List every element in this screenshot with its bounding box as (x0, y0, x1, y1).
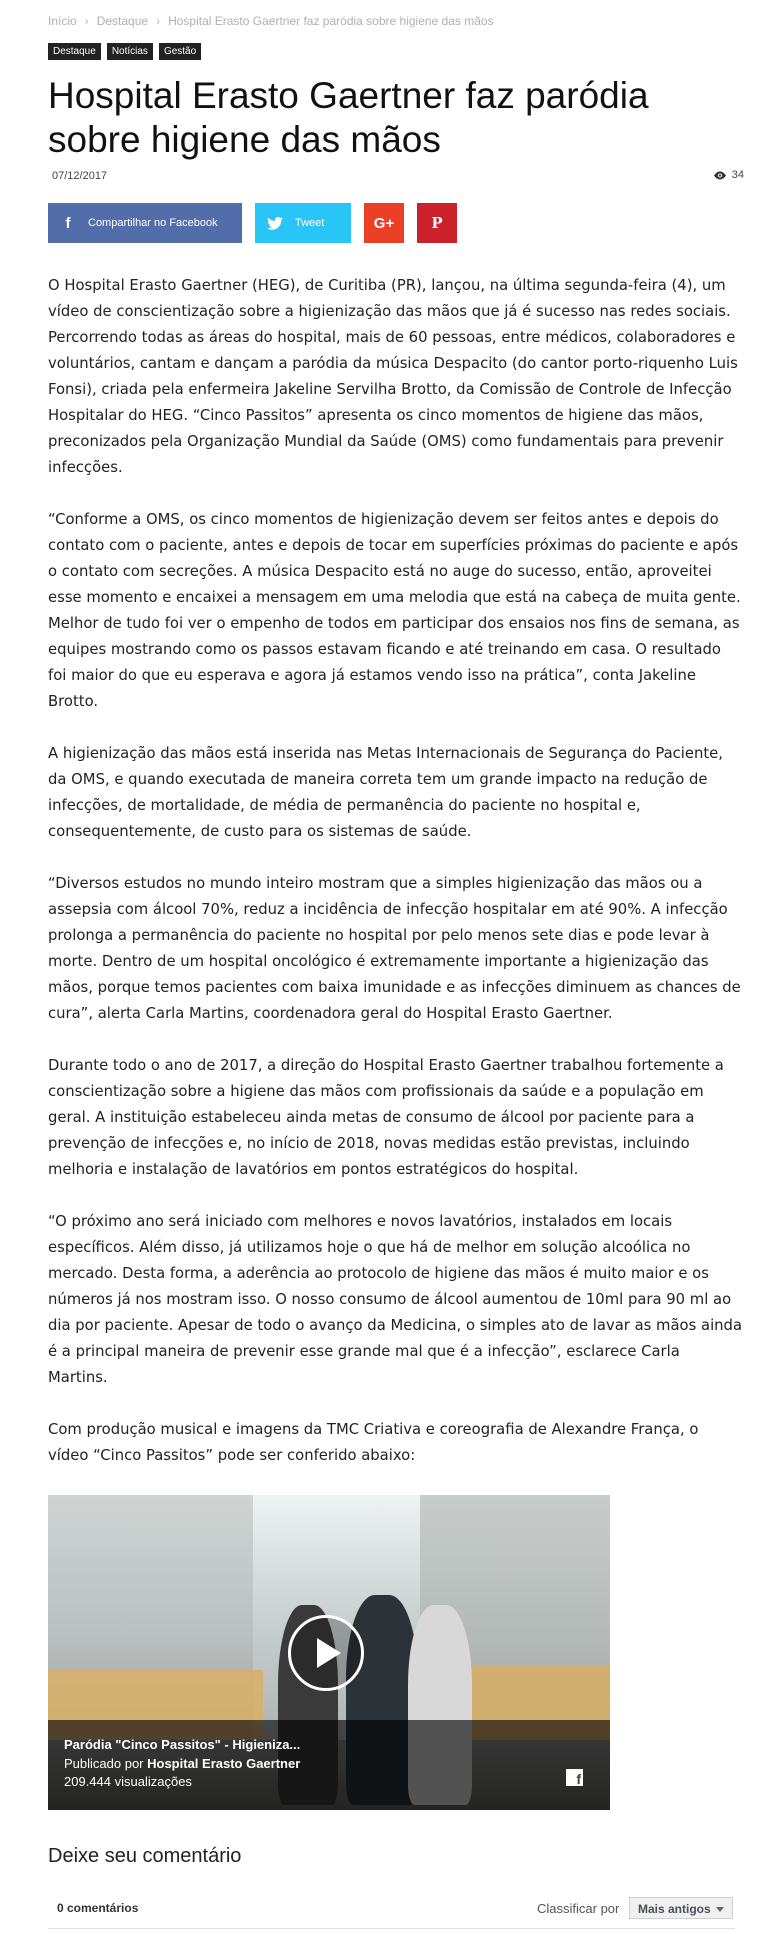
article-paragraph: O Hospital Erasto Gaertner (HEG), de Curitiba (PR), lançou, na última segunda-feira (4), um vídeo de conscientização sobre a higienização das mãos que já é sucesso nas redes sociais. Percorrendo todas as áreas do hospital, mais de 60 pessoas, entre médicos, colaboradores e voluntários, cantam e dançam a paródia da música Despacito (do cantor porto-riquenho Luis Fonsi), criada pela enfermeira Jakeline Servilha Brotto, da Comissão de Controle de Infecção Hospitalar do HEG. “Cinco Passitos” apresenta os cinco momentos de higiene das mãos, preconizados pela Organização Mundial da Saúde (OMS) como fundamentais para prevenir infecções. (48, 277, 738, 476)
chevron-down-icon (716, 1907, 724, 1912)
article-body (48, 273, 743, 1495)
video-info-bar (48, 1720, 610, 1810)
article-paragraph: Com produção musical e imagens da TMC Criativa e coreografia de Alexandre França, o vídeo “Cinco Passitos” pode ser conferido abaixo: (48, 1421, 699, 1464)
share-twitter-label: Tweet (295, 217, 325, 229)
comments-count: 0 comentários (57, 1901, 139, 1915)
article-paragraph: A higienização das mãos está inserida nas Metas Internacionais de Segurança do Paciente, da OMS, e quando executada de maneira correta tem um grande impacto na redução de infecções, de mortalidade, de média de permanência do paciente no hospital e, consequentemente, de custo para os sistemas de saúde. (48, 745, 723, 840)
pinterest-icon: P (431, 214, 443, 232)
article-paragraph: “Conforme a OMS, os cinco momentos de higienização devem ser feitos antes e depois do contato com o paciente, antes e depois de tocar em superfícies próximas do paciente e após o contato com secreções. A música Despacito está no auge do sucesso, então, aproveitei esse momento e encaixei a mensagem em uma melodia que está na cabeça de muita gente. Melhor de tudo foi ver o empenho de todos em participar dos ensaios nos fins de semana, as equipes mostrando como os passos estavam ficando e até treinando em casa. O resultado foi maior do que eu esperava e agora já estamos vendo isso na prática”, conta Jakeline Brotto. (48, 511, 741, 710)
twitter-icon (255, 217, 295, 230)
breadcrumb (48, 14, 494, 28)
share-facebook-button[interactable] (48, 203, 242, 243)
share-pinterest-button[interactable] (417, 203, 457, 243)
category-tags (48, 43, 201, 60)
article-paragraph: “Diversos estudos no mundo inteiro mostram que a simples higienização das mãos ou a assepsia com álcool 70%, reduz a incidência de infecção hospitalar em até 90%. A infecção prolonga a permanência do paciente no hospital por pelo menos sete dias e pode levar à morte. Dentro de um hospital oncológico é extremamente importante a higienização das mãos, porque temos pacientes com baixa imunidade e as infecções diminuem as chances de cura”, alerta Carla Martins, coordenadora geral do Hospital Erasto Gaertner. (48, 875, 741, 1022)
comments-heading: Deixe seu comentário (48, 1845, 242, 1867)
play-button[interactable] (288, 1615, 364, 1691)
share-facebook-label: Compartilhar no Facebook (88, 217, 218, 229)
embedded-video[interactable] (48, 1495, 610, 1810)
share-googleplus-button[interactable] (364, 203, 404, 243)
comments-divider (48, 1928, 735, 1929)
share-twitter-button[interactable] (255, 203, 351, 243)
publish-date: 07/12/2017 (52, 170, 108, 182)
facebook-icon: f (65, 214, 71, 232)
video-publisher-name[interactable]: Hospital Erasto Gaertner (147, 1756, 301, 1771)
page-title: Hospital Erasto Gaertner faz paródia sobre higiene das mãos (48, 75, 649, 160)
view-count: 34 (731, 169, 744, 181)
eye-icon (713, 171, 727, 180)
breadcrumb-current: Hospital Erasto Gaertner faz paródia sobre higiene das mãos (168, 14, 494, 28)
video-view-count: 209.444 visualizações (64, 1774, 192, 1789)
googleplus-icon: G+ (373, 214, 395, 232)
sort-select[interactable] (629, 1897, 733, 1919)
article-paragraph: Durante todo o ano de 2017, a direção do Hospital Erasto Gaertner trabalhou fortemente a conscientização sobre a higiene das mãos com profissionais da saúde e a população em geral. A instituição estabeleceu ainda metas de consumo de álcool por paciente para a prevenção de infecções e, no início de 2018, novas medidas estão previstas, incluindo melhoria e instalação de lavatórios em pontos estratégicos do hospital. (48, 1057, 724, 1178)
play-icon (317, 1638, 341, 1668)
share-buttons (48, 203, 457, 243)
tag-noticias[interactable]: Notícias (107, 43, 153, 60)
tag-destaque[interactable]: Destaque (48, 43, 101, 60)
sort-select-value: Mais antigos (638, 1902, 711, 1916)
breadcrumb-home[interactable]: Início (48, 14, 77, 28)
article-paragraph: “O próximo ano será iniciado com melhores e novos lavatórios, instalados em locais específicos. Além disso, já utilizamos hoje o que há de melhor em solução alcoólica no mercado. Desta forma, a aderência ao protocolo de higiene das mãos é muito maior e os números já nos mostram isso. O nosso consumo de álcool aumentou de 10ml para 90 ml ao dia por paciente. Apesar de todo o avanço da Medicina, o simples ato de lavar as mãos ainda é a principal maneira de prevenir esse grande mal que é a infecção”, esclarece Carla Martins. (48, 1213, 743, 1386)
comments-toolbar (48, 1897, 735, 1921)
video-title[interactable]: Paródia "Cinco Passitos" - Higieniza... (64, 1737, 301, 1752)
breadcrumb-separator: › (156, 14, 161, 28)
sort-label: Classificar por (537, 1901, 620, 1916)
view-counter (713, 169, 744, 181)
video-publisher (64, 1756, 300, 1771)
facebook-icon[interactable]: f (566, 1769, 583, 1786)
breadcrumb-separator: › (84, 14, 89, 28)
breadcrumb-category[interactable]: Destaque (96, 14, 149, 28)
tag-gestao[interactable]: Gestão (159, 43, 201, 60)
video-publisher-prefix: Publicado por (64, 1756, 144, 1771)
